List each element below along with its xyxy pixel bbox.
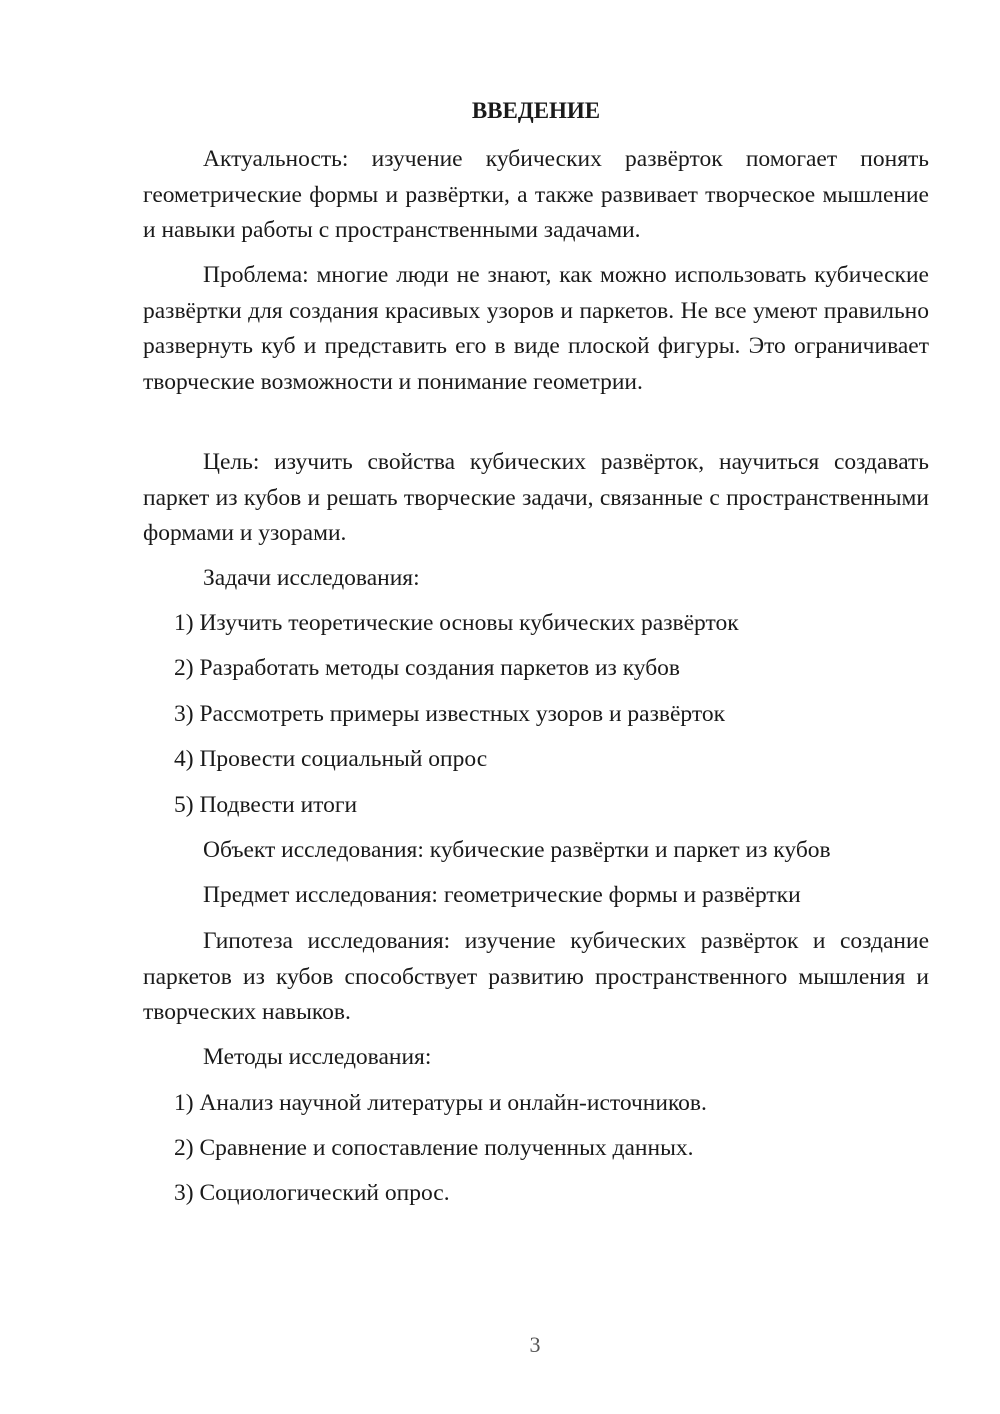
task-item: 5) Подвести итоги bbox=[174, 792, 358, 818]
goal-paragraph: Цель: изучить свойства кубических развёрток, научиться создавать паркет из кубов и решать творческие задачи, связанные с пространственными формами и узорами. bbox=[143, 449, 929, 546]
task-item: 2) Разработать методы создания паркетов из кубов bbox=[174, 655, 681, 681]
subject-line: Предмет исследования: геометрические формы и развёртки bbox=[203, 882, 801, 908]
methods-heading: Методы исследования: bbox=[203, 1044, 432, 1070]
method-item: 2) Сравнение и сопоставление полученных данных. bbox=[174, 1135, 694, 1161]
method-item: 1) Анализ научной литературы и онлайн-источников. bbox=[174, 1090, 707, 1116]
tasks-heading: Задачи исследования: bbox=[203, 565, 420, 591]
page-title: ВВЕДЕНИЕ bbox=[471, 98, 601, 123]
hypothesis-paragraph: Гипотеза исследования: изучение кубических развёрток и создание паркетов из кубов способствует развитию пространственного мышления и творческих навыков. bbox=[143, 928, 929, 1025]
task-item: 4) Провести социальный опрос bbox=[174, 746, 488, 772]
method-item: 3) Социологический опрос. bbox=[174, 1180, 450, 1206]
page-number: 3 bbox=[529, 1332, 541, 1357]
task-item: 3) Рассмотреть примеры известных узоров и развёрток bbox=[174, 701, 725, 727]
task-item: 1) Изучить теоретические основы кубических развёрток bbox=[174, 610, 739, 636]
object-line: Объект исследования: кубические развёртки и паркет из кубов bbox=[203, 837, 831, 863]
relevance-paragraph: Актуальность: изучение кубических развёрток помогает понять геометрические формы и развёртки, а также развивает творческое мышление и навыки работы с пространственными задачами. bbox=[143, 146, 929, 243]
problem-paragraph: Проблема: многие люди не знают, как можно использовать кубические развёртки для создания красивых узоров и паркетов. Не все умеют правильно развернуть куб и представить его в виде плоской фигуры. Это ограничивает творческие возможности и понимание геометрии. bbox=[143, 262, 929, 395]
